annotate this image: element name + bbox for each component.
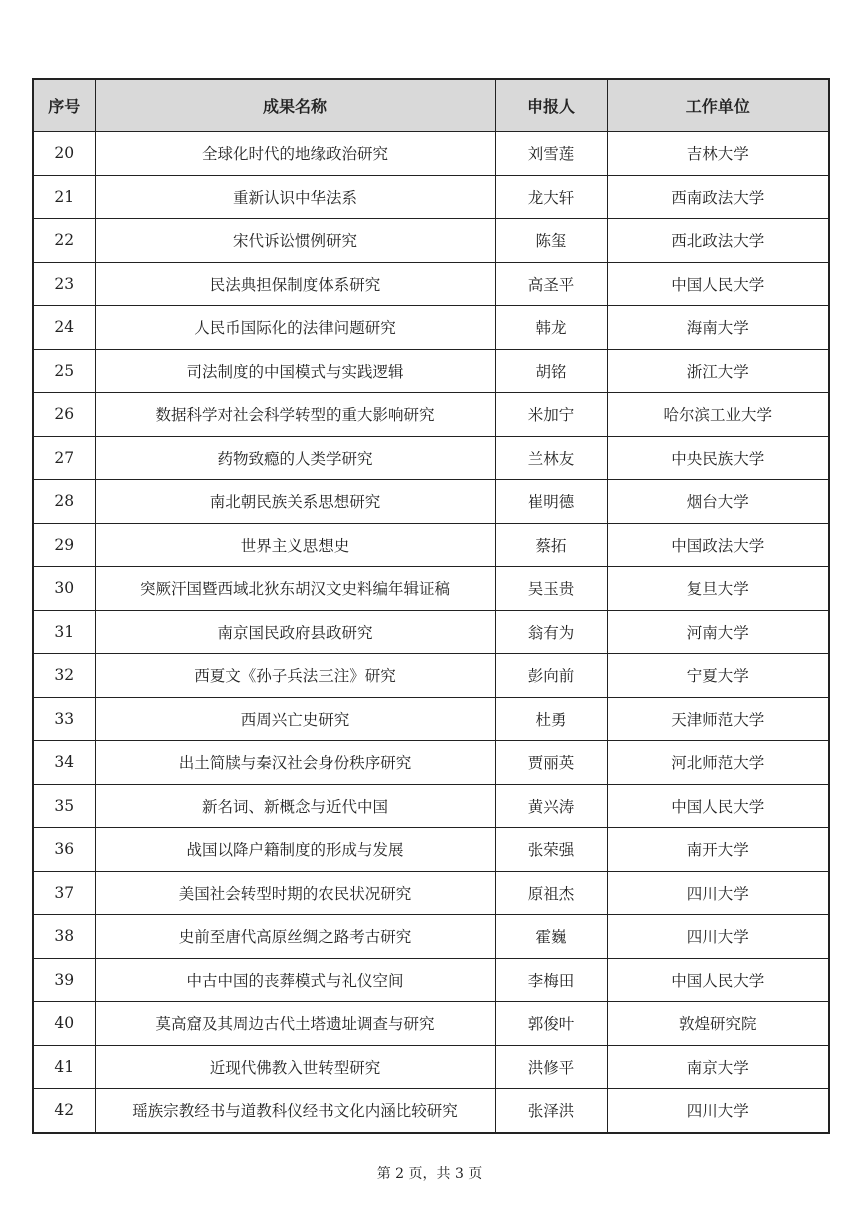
cell-work-unit: 天津师范大学 [607,697,829,741]
cell-work-unit: 哈尔滨工业大学 [607,393,829,437]
cell-applicant: 胡铭 [495,349,607,393]
cell-serial-number: 35 [33,784,95,828]
cell-applicant: 吴玉贵 [495,567,607,611]
cell-applicant: 陈玺 [495,219,607,263]
cell-achievement-title: 史前至唐代高原丝绸之路考古研究 [95,915,495,959]
table-row [33,741,829,785]
table-row [33,219,829,263]
header-achievement-title: 成果名称 [95,79,495,132]
cell-achievement-title: 全球化时代的地缘政治研究 [95,132,495,176]
cell-work-unit: 中国政法大学 [607,523,829,567]
cell-work-unit: 敦煌研究院 [607,1002,829,1046]
table-row [33,132,829,176]
cell-work-unit: 吉林大学 [607,132,829,176]
table-row [33,306,829,350]
cell-achievement-title: 司法制度的中国模式与实践逻辑 [95,349,495,393]
cell-achievement-title: 突厥汗国暨西域北狄东胡汉文史料编年辑证稿 [95,567,495,611]
cell-applicant: 黄兴涛 [495,784,607,828]
cell-work-unit: 西北政法大学 [607,219,829,263]
cell-work-unit: 河南大学 [607,610,829,654]
table-row [33,915,829,959]
cell-applicant: 高圣平 [495,262,607,306]
table-row [33,523,829,567]
table-row [33,654,829,698]
cell-applicant: 贾丽英 [495,741,607,785]
cell-work-unit: 西南政法大学 [607,175,829,219]
cell-achievement-title: 近现代佛教入世转型研究 [95,1045,495,1089]
cell-achievement-title: 莫高窟及其周边古代土塔遗址调查与研究 [95,1002,495,1046]
cell-serial-number: 32 [33,654,95,698]
cell-applicant: 彭向前 [495,654,607,698]
cell-serial-number: 38 [33,915,95,959]
cell-work-unit: 中国人民大学 [607,262,829,306]
cell-serial-number: 26 [33,393,95,437]
cell-serial-number: 31 [33,610,95,654]
table-row [33,610,829,654]
table-row [33,175,829,219]
cell-achievement-title: 南北朝民族关系思想研究 [95,480,495,524]
cell-applicant: 兰林友 [495,436,607,480]
table-row [33,349,829,393]
cell-serial-number: 40 [33,1002,95,1046]
cell-applicant: 刘雪莲 [495,132,607,176]
page-number-footer: 第 2 页，共 3 页 [376,1166,483,1182]
cell-serial-number: 39 [33,958,95,1002]
table-body [33,132,829,1133]
cell-work-unit: 烟台大学 [607,480,829,524]
cell-serial-number: 25 [33,349,95,393]
table-row [33,262,829,306]
cell-achievement-title: 世界主义思想史 [95,523,495,567]
cell-serial-number: 29 [33,523,95,567]
cell-serial-number: 22 [33,219,95,263]
cell-work-unit: 河北师范大学 [607,741,829,785]
cell-applicant: 韩龙 [495,306,607,350]
table-row [33,958,829,1002]
table-row [33,784,829,828]
cell-achievement-title: 出土简牍与秦汉社会身份秩序研究 [95,741,495,785]
cell-serial-number: 30 [33,567,95,611]
cell-work-unit: 中央民族大学 [607,436,829,480]
table-row [33,1002,829,1046]
cell-work-unit: 中国人民大学 [607,958,829,1002]
cell-work-unit: 复旦大学 [607,567,829,611]
cell-serial-number: 28 [33,480,95,524]
cell-serial-number: 37 [33,871,95,915]
cell-achievement-title: 西周兴亡史研究 [95,697,495,741]
cell-serial-number: 34 [33,741,95,785]
cell-work-unit: 南开大学 [607,828,829,872]
cell-achievement-title: 南京国民政府县政研究 [95,610,495,654]
cell-applicant: 郭俊叶 [495,1002,607,1046]
cell-achievement-title: 西夏文《孙子兵法三注》研究 [95,654,495,698]
cell-applicant: 龙大轩 [495,175,607,219]
table-row [33,697,829,741]
results-table [32,78,830,1134]
cell-serial-number: 24 [33,306,95,350]
cell-work-unit: 海南大学 [607,306,829,350]
cell-applicant: 张荣强 [495,828,607,872]
cell-achievement-title: 人民币国际化的法律问题研究 [95,306,495,350]
cell-applicant: 崔明德 [495,480,607,524]
cell-achievement-title: 瑶族宗教经书与道教科仪经书文化内涵比较研究 [95,1089,495,1133]
cell-achievement-title: 重新认识中华法系 [95,175,495,219]
cell-achievement-title: 新名词、新概念与近代中国 [95,784,495,828]
table-row [33,871,829,915]
cell-achievement-title: 中古中国的丧葬模式与礼仪空间 [95,958,495,1002]
table-row [33,1045,829,1089]
table-row [33,436,829,480]
cell-achievement-title: 战国以降户籍制度的形成与发展 [95,828,495,872]
cell-applicant: 李梅田 [495,958,607,1002]
cell-serial-number: 33 [33,697,95,741]
table-header-row [33,79,829,132]
cell-work-unit: 四川大学 [607,915,829,959]
cell-applicant: 杜勇 [495,697,607,741]
cell-achievement-title: 美国社会转型时期的农民状况研究 [95,871,495,915]
cell-work-unit: 浙江大学 [607,349,829,393]
cell-applicant: 霍巍 [495,915,607,959]
cell-applicant: 张泽洪 [495,1089,607,1133]
cell-applicant: 洪修平 [495,1045,607,1089]
table-row [33,1089,829,1133]
cell-work-unit: 四川大学 [607,871,829,915]
cell-serial-number: 42 [33,1089,95,1133]
cell-work-unit: 四川大学 [607,1089,829,1133]
cell-achievement-title: 宋代诉讼惯例研究 [95,219,495,263]
table-row [33,567,829,611]
cell-work-unit: 中国人民大学 [607,784,829,828]
cell-serial-number: 41 [33,1045,95,1089]
header-serial-number: 序号 [33,79,95,132]
header-work-unit: 工作单位 [607,79,829,132]
table-row [33,480,829,524]
cell-serial-number: 36 [33,828,95,872]
cell-applicant: 原祖杰 [495,871,607,915]
cell-achievement-title: 药物致瘾的人类学研究 [95,436,495,480]
cell-applicant: 蔡拓 [495,523,607,567]
cell-serial-number: 27 [33,436,95,480]
cell-work-unit: 南京大学 [607,1045,829,1089]
cell-achievement-title: 民法典担保制度体系研究 [95,262,495,306]
cell-serial-number: 20 [33,132,95,176]
header-applicant: 申报人 [495,79,607,132]
cell-serial-number: 21 [33,175,95,219]
table-row [33,393,829,437]
cell-serial-number: 23 [33,262,95,306]
cell-applicant: 米加宁 [495,393,607,437]
cell-work-unit: 宁夏大学 [607,654,829,698]
cell-applicant: 翁有为 [495,610,607,654]
cell-achievement-title: 数据科学对社会科学转型的重大影响研究 [95,393,495,437]
table-row [33,828,829,872]
